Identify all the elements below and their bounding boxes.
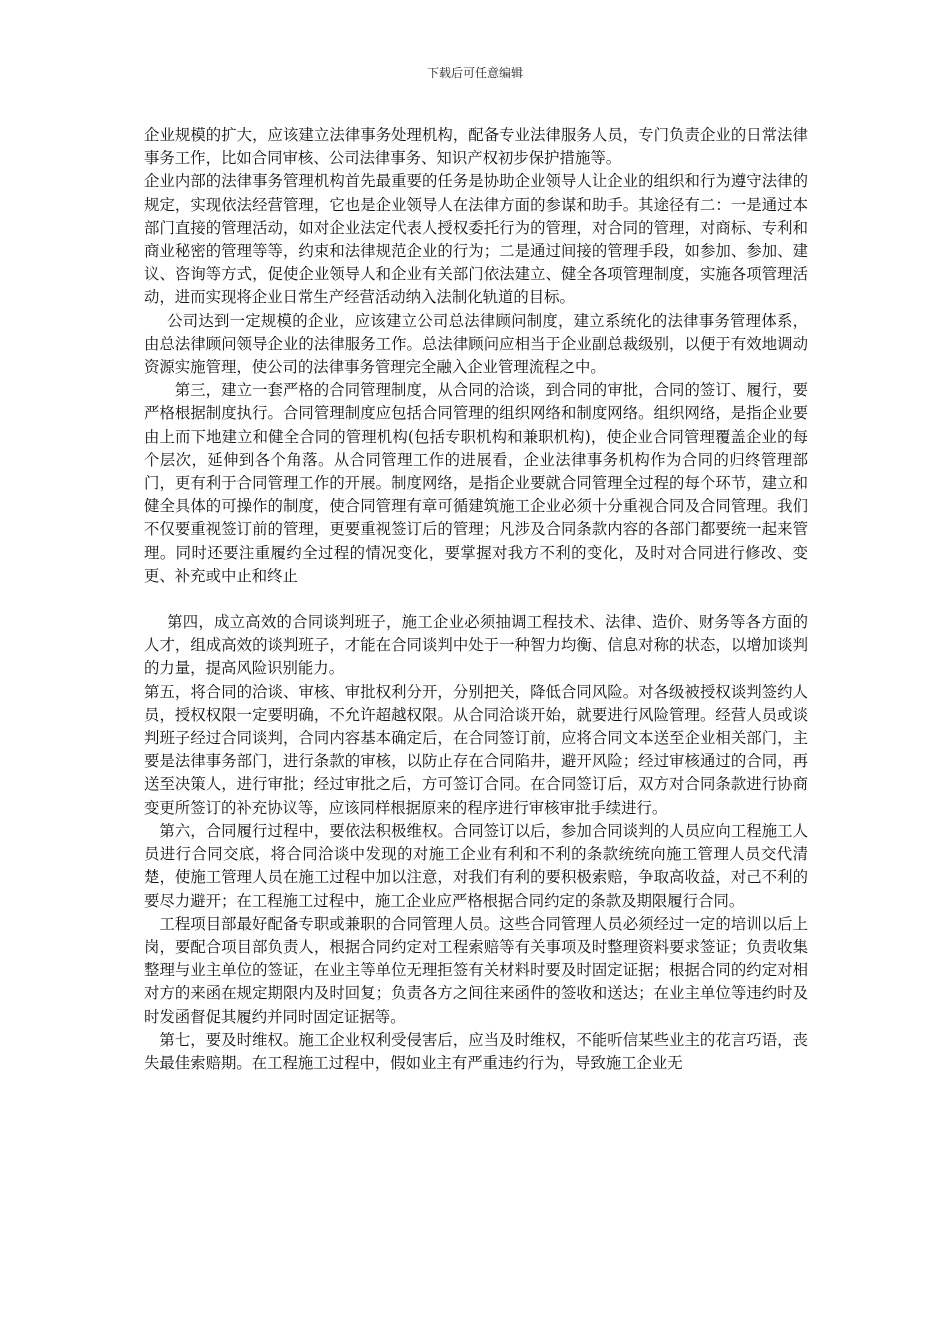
paragraph-9: 第七，要及时维权。施工企业权利受侵害后，应当及时维权，不能听信某些业主的花言巧语，丧失最佳索赔期。在工程施工过程中，假如业主有严重违约行为，导致施工企业无 [144,1030,808,1072]
paragraph-5: 第四，成立高效的合同谈判班子，施工企业必须抽调工程技术、法律、造价、财务等各方面的人才，组成高效的谈判班子，才能在合同谈判中处于一种智力均衡、信息对称的状态，以增加谈判的力量，提高风险识别能力。 [144,613,808,678]
paragraph-gap [144,588,808,611]
page-header-note: 下载后可任意编辑 [426,66,523,80]
paragraph-3: 公司达到一定规模的企业，应该建立公司总法律顾问制度，建立系统化的法律事务管理体系，由总法律顾问领导企业的法律服务工作。总法律顾问应相当于企业副总裁级别，以便于有效地调动资源实施管理，使公司的法律事务管理完全融入企业管理流程之中。 [144,311,808,377]
paragraph-6: 第五，将合同的洽谈、审核、审批权利分开，分别把关，降低合同风险。对各级被授权谈判签约人员，授权权限一定要明确，不允许超越权限。从合同洽谈开始，就要进行风险管理。经营人员或谈判班子经过合同谈判，合同内容基本确定后，在合同签订前，应将合同文本送至企业相关部门，主要是法律事务部门，进行条款的审核，以防止存在合同陷井，避开风险；经过审核通过的合同，再送至决策人，进行审批；经过审批之后，方可签订合同。在合同签订后，双方对合同条款进行协商变更所签订的补充协议等，应该同样根据原来的程序进行审核审批手续进行。 [144,682,808,817]
paragraph-8: 工程项目部最好配备专职或兼职的合同管理人员。这些合同管理人员必须经过一定的培训以后上岗，要配合项目部负责人，根据合同约定对工程索赔等有关事项及时整理资料要求签证；负责收集整理与业主单位的签证，在业主等单位无理拒签有关材料时要及时固定证据；根据合同的约定对相对方的来函在规定期限内及时回复；负责各方之间往来函件的签收和送达；在业主单位等违约时及时发函督促其履约并同时固定证据等。 [144,914,808,1026]
document-body [144,124,808,1075]
paragraph-1: 企业规模的扩大，应该建立法律事务处理机构，配备专业法律服务人员，专门负责企业的日常法律事务工作，比如合同审核、公司法律事务、知识产权初步保护措施等。 [144,126,808,168]
paragraph-7: 第六，合同履行过程中，要依法积极维权。合同签订以后，参加合同谈判的人员应向工程施工人员进行合同交底，将合同洽谈中发现的对施工企业有利和不利的条款统统向施工管理人员交代清楚，使施工管理人员在施工过程中加以注意，对我们有利的要积极索赔，争取高收益，对己不利的要尽力避开；在工程施工过程中，施工企业应严格根据合同约定的条款及期限履行合同。 [144,821,808,910]
paragraph-4: 第三，建立一套严格的合同管理制度，从合同的洽谈，到合同的审批，合同的签订、履行，要严格根据制度执行。合同管理制度应包括合同管理的组织网络和制度网络。组织网络，是指企业要由上而下地建立和健全合同的管理机构(包括专职机构和兼职机构)，使企业合同管理覆盖企业的每个层次，延伸到各个角落。从合同管理工作的进展看，企业法律事务机构作为合同的归终管理部门，更有利于合同管理工作的开展。制度网络，是指企业要就合同管理全过程的每个环节，建立和健全具体的可操作的制度，使合同管理有章可循建筑施工企业必须十分重视合同及合同管理。我们不仅要重视签订前的管理，更要重视签订后的管理；凡涉及合同条款内容的各部门都要统一起来管理。同时还要注重履约全过程的情况变化，要掌握对我方不利的变化，及时对合同进行修改、变更、补充或中止和终止 [144,381,808,585]
paragraph-2: 企业内部的法律事务管理机构首先最重要的任务是协助企业领导人让企业的组织和行为遵守法律的规定，实现依法经营管理，它也是企业领导人在法律方面的参谋和助手。其途径有二：一是通过本部门直接的管理活动，如对企业法定代表人授权委托行为的管理，对合同的管理，对商标、专利和商业秘密的管理等等，约束和法律规范企业的行为；二是通过间接的管理手段，如参加、参加、建议、咨询等方式，促使企业领导人和企业有关部门依法建立、健全各项管理制度，实施各项管理活动，进而实现将企业日常生产经营活动纳入法制化轨道的目标。 [144,172,808,307]
